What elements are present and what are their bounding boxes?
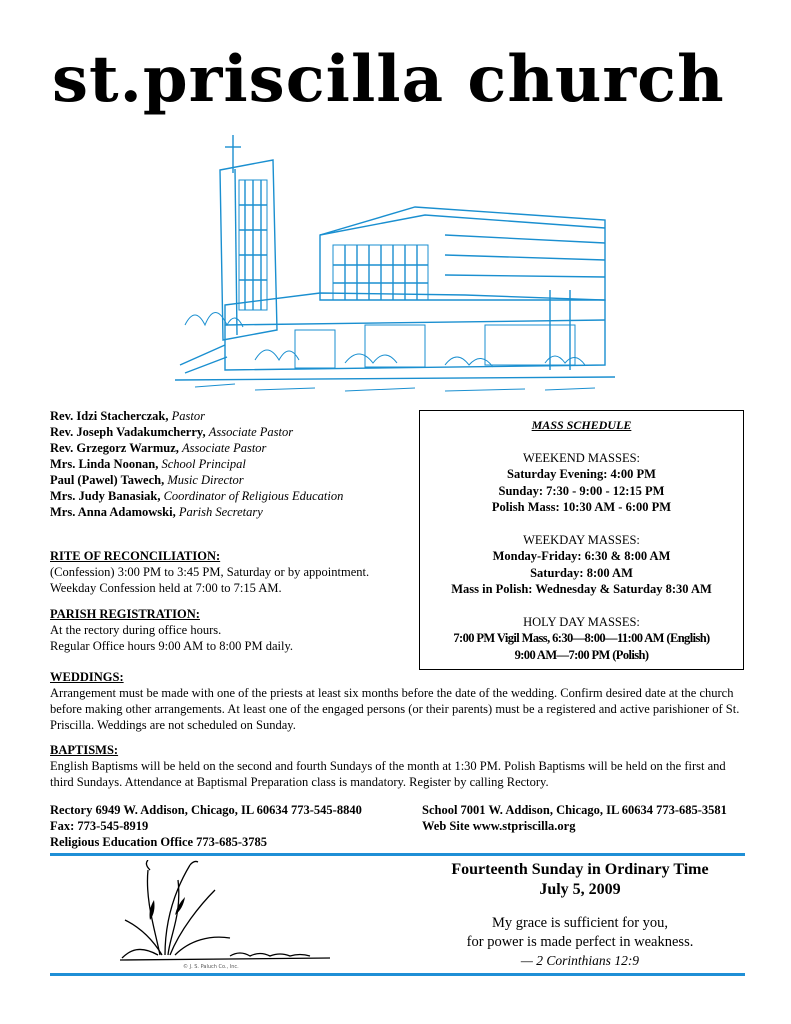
staff-list xyxy=(50,408,343,520)
mass-schedule-heading: MASS SCHEDULE xyxy=(531,418,632,432)
mass-time: 7:00 PM Vigil Mass, 6:30—8:00—11:00 AM (English) xyxy=(453,631,710,645)
weddings-text: Arrangement must be made with one of the priests at least six months before the date of the wedding. Confirm desired date at the church before making other arrangements. At least one of the engaged persons (or their parents) must be a registered and active parishioner of St. Priscilla. Weddings are not scheduled on Sunday. xyxy=(50,686,740,732)
holy-day-title: HOLY DAY MASSES: xyxy=(523,614,640,629)
staff-name: Rev. Grzegorz Warmuz, xyxy=(50,441,179,455)
baptisms-section xyxy=(50,742,745,790)
baptisms-heading: BAPTISMS: xyxy=(50,743,119,757)
church-title: st.priscilla church xyxy=(52,42,725,117)
registration-section xyxy=(50,606,293,654)
scripture-verse-line: for power is made perfect in weakness. xyxy=(466,934,694,950)
staff-role: Associate Pastor xyxy=(208,425,294,439)
registration-line: Regular Office hours 9:00 AM to 8:00 PM daily. xyxy=(50,639,294,653)
staff-role: Parish Secretary xyxy=(178,505,263,519)
staff-role: School Principal xyxy=(161,457,246,471)
registration-line: At the rectory during office hours. xyxy=(50,623,222,637)
mass-time: Mass in Polish: Wednesday & Saturday 8:30 AM xyxy=(451,582,712,596)
rectory-contact xyxy=(50,802,362,850)
mass-time: Monday-Friday: 6:30 & 8:00 AM xyxy=(492,549,671,563)
occasion-title: Fourteenth Sunday in Ordinary Time xyxy=(451,861,709,878)
staff-role: Pastor xyxy=(171,409,205,423)
staff-row xyxy=(50,440,343,456)
staff-row xyxy=(50,472,343,488)
fax-number: Fax: 773-545-8919 xyxy=(50,819,149,833)
staff-role: Coordinator of Religious Education xyxy=(163,489,344,503)
mass-time: 9:00 AM—7:00 PM (Polish) xyxy=(514,647,649,662)
staff-name: Rev. Joseph Vadakumcherry, xyxy=(50,425,206,439)
staff-row xyxy=(50,504,343,520)
mass-time: Saturday: 8:00 AM xyxy=(530,565,633,580)
weekend-masses xyxy=(420,450,743,516)
church-building-illustration xyxy=(165,125,625,405)
baptisms-text: English Baptisms will be held on the second and fourth Sundays of the month at 1:30 PM. Polish Baptisms will be held on the first and third Sundays. Attendance at Baptismal Preparation class is mandatory. Register by calling Rectory. xyxy=(50,759,726,789)
school-contact xyxy=(422,802,727,834)
reconciliation-heading: RITE OF RECONCILIATION: xyxy=(50,549,221,563)
weekday-masses xyxy=(420,532,743,598)
scripture-reference: — 2 Corinthians 12:9 xyxy=(520,953,640,968)
staff-name: Mrs. Judy Banasiak, xyxy=(50,489,161,503)
staff-row xyxy=(50,456,343,472)
staff-name: Mrs. Anna Adamowski, xyxy=(50,505,176,519)
holy-day-masses xyxy=(420,614,743,664)
weekend-title: WEEKEND MASSES: xyxy=(522,450,641,465)
grass-reeds-illustration xyxy=(120,860,330,970)
liturgical-info xyxy=(415,860,745,969)
staff-name: Paul (Pawel) Tawech, xyxy=(50,473,165,487)
mass-time: Sunday: 7:30 - 9:00 - 12:15 PM xyxy=(498,483,665,498)
reconciliation-section xyxy=(50,548,369,596)
rectory-address: Rectory 6949 W. Addison, Chicago, IL 60634 773-545-8840 xyxy=(50,803,362,817)
mass-schedule-box xyxy=(419,410,744,670)
staff-role: Music Director xyxy=(167,473,244,487)
illustration-credit: © J. S. Paluch Co., Inc. xyxy=(183,964,239,970)
scripture-verse-line: My grace is sufficient for you, xyxy=(491,915,669,931)
registration-heading: PARISH REGISTRATION: xyxy=(50,607,200,621)
mass-time: Saturday Evening: 4:00 PM xyxy=(507,467,656,481)
religious-ed-phone: Religious Education Office 773-685-3785 xyxy=(50,835,268,849)
staff-role: Associate Pastor xyxy=(182,441,267,455)
reconciliation-line: Weekday Confession held at 7:00 to 7:15 AM. xyxy=(50,581,282,595)
weddings-heading: WEDDINGS: xyxy=(50,670,124,684)
mass-time: Polish Mass: 10:30 AM - 6:00 PM xyxy=(491,500,672,514)
divider-bottom xyxy=(50,973,745,976)
staff-row xyxy=(50,488,343,504)
staff-name: Mrs. Linda Noonan, xyxy=(50,457,159,471)
weddings-section xyxy=(50,669,745,733)
staff-row xyxy=(50,408,343,424)
school-address: School 7001 W. Addison, Chicago, IL 60634 773-685-3581 xyxy=(422,803,727,817)
staff-name: Rev. Idzi Stacherczak, xyxy=(50,409,169,423)
staff-row xyxy=(50,424,343,440)
reconciliation-line: (Confession) 3:00 PM to 3:45 PM, Saturday or by appointment. xyxy=(50,565,370,579)
divider-top xyxy=(50,853,745,856)
website-link[interactable]: Web Site www.stpriscilla.org xyxy=(422,819,576,833)
weekday-title: WEEKDAY MASSES: xyxy=(523,532,640,547)
bulletin-date: July 5, 2009 xyxy=(539,881,621,898)
